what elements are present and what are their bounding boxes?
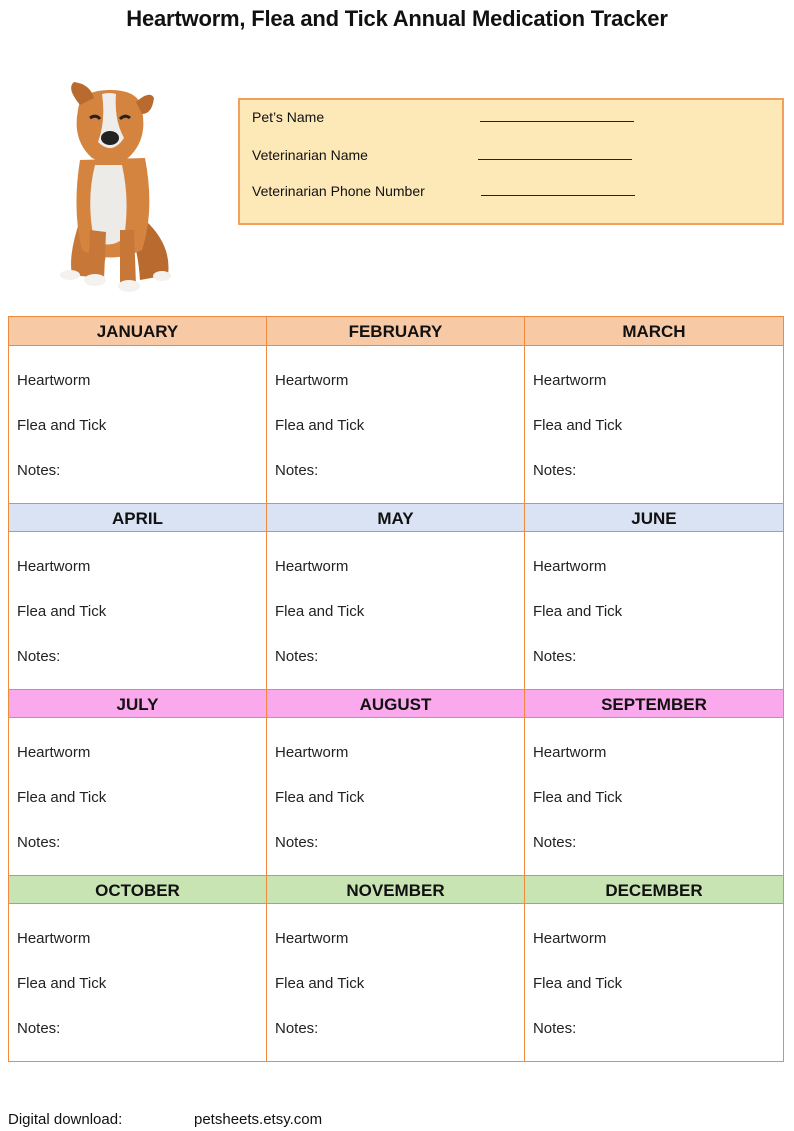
- month-body[interactable]: [267, 346, 524, 503]
- heartworm-label: Heartworm: [274, 930, 349, 947]
- heartworm-label: Heartworm: [17, 744, 91, 761]
- dog-front-leg-right: [120, 230, 136, 285]
- notes-label: Notes:: [532, 834, 577, 851]
- flea-tick-label: Flea and Tick: [17, 417, 107, 434]
- notes-label: Notes:: [17, 462, 61, 479]
- month-cell-august: [267, 689, 525, 875]
- month-header: FEBRUARY: [267, 317, 524, 346]
- month-header: SEPTEMBER: [525, 689, 783, 718]
- flea-tick-label: Flea and Tick: [274, 975, 365, 992]
- flea-tick-label: Flea and Tick: [274, 789, 365, 806]
- pet-name-row: [252, 109, 324, 125]
- notes-label: Notes:: [274, 1020, 319, 1037]
- dog-paw-right: [118, 280, 140, 292]
- flea-tick-label: Flea and Tick: [532, 789, 623, 806]
- notes-label: Notes:: [17, 1020, 61, 1037]
- month-body[interactable]: [267, 532, 524, 689]
- month-header: JUNE: [525, 503, 783, 532]
- heartworm-label: Heartworm: [532, 744, 607, 761]
- month-cell-february: [267, 317, 525, 503]
- flea-tick-label: Flea and Tick: [17, 789, 107, 806]
- month-cell-april: [9, 503, 267, 689]
- month-grid: [8, 316, 784, 1062]
- flea-tick-label: Flea and Tick: [274, 417, 365, 434]
- month-body[interactable]: [9, 904, 266, 1061]
- month-body[interactable]: [9, 346, 266, 503]
- heartworm-label: Heartworm: [532, 558, 607, 575]
- pet-info-box: [238, 98, 784, 225]
- dog-illustration: [50, 80, 180, 295]
- notes-label: Notes:: [532, 1020, 577, 1037]
- dog-paw-left: [84, 274, 106, 286]
- month-cell-may: [267, 503, 525, 689]
- dog-front-leg-left: [88, 230, 106, 280]
- notes-label: Notes:: [274, 648, 319, 665]
- heartworm-label: Heartworm: [17, 558, 91, 575]
- month-cell-june: [525, 503, 783, 689]
- quarter-row: [9, 317, 783, 503]
- quarter-row: [9, 875, 783, 1061]
- month-body[interactable]: [9, 718, 266, 875]
- month-cell-july: [9, 689, 267, 875]
- footer-site-link[interactable]: petsheets.etsy.com: [194, 1111, 323, 1128]
- flea-tick-label: Flea and Tick: [532, 603, 623, 620]
- month-cell-october: [9, 875, 267, 1061]
- dog-nose: [101, 131, 119, 145]
- month-body[interactable]: [525, 532, 783, 689]
- month-header: AUGUST: [267, 689, 524, 718]
- month-body[interactable]: [525, 904, 783, 1061]
- vet-phone-field[interactable]: [481, 195, 635, 196]
- month-cell-september: [525, 689, 783, 875]
- month-cell-november: [267, 875, 525, 1061]
- month-cell-december: [525, 875, 783, 1061]
- month-header: DECEMBER: [525, 875, 783, 904]
- vet-name-field[interactable]: [478, 159, 632, 160]
- heartworm-label: Heartworm: [274, 372, 349, 389]
- heartworm-label: Heartworm: [17, 930, 91, 947]
- vet-name-row: [252, 147, 368, 163]
- notes-label: Notes:: [274, 834, 319, 851]
- month-header: NOVEMBER: [267, 875, 524, 904]
- month-header: OCTOBER: [9, 875, 266, 904]
- dog-back-paw-right: [153, 271, 171, 281]
- pet-name-label: Pet’s Name: [252, 109, 325, 125]
- heartworm-label: Heartworm: [17, 372, 91, 389]
- flea-tick-label: Flea and Tick: [274, 603, 365, 620]
- pet-name-field[interactable]: [480, 121, 634, 122]
- heartworm-label: Heartworm: [274, 744, 349, 761]
- notes-label: Notes:: [532, 648, 577, 665]
- notes-label: Notes:: [17, 834, 61, 851]
- month-body[interactable]: [525, 346, 783, 503]
- flea-tick-label: Flea and Tick: [532, 417, 623, 434]
- month-body[interactable]: [525, 718, 783, 875]
- notes-label: Notes:: [532, 462, 577, 479]
- month-header: JANUARY: [9, 317, 266, 346]
- heartworm-label: Heartworm: [532, 930, 607, 947]
- vet-name-label: Veterinarian Name: [252, 147, 368, 163]
- flea-tick-label: Flea and Tick: [532, 975, 623, 992]
- month-header: MARCH: [525, 317, 783, 346]
- month-cell-january: [9, 317, 267, 503]
- notes-label: Notes:: [274, 462, 319, 479]
- flea-tick-label: Flea and Tick: [17, 603, 107, 620]
- footer-label: Digital download:: [8, 1111, 123, 1128]
- quarter-row: [9, 503, 783, 689]
- month-header: JULY: [9, 689, 266, 718]
- month-body[interactable]: [9, 532, 266, 689]
- month-header: MAY: [267, 503, 524, 532]
- flea-tick-label: Flea and Tick: [17, 975, 107, 992]
- month-cell-march: [525, 317, 783, 503]
- quarter-row: [9, 689, 783, 875]
- month-header: APRIL: [9, 503, 266, 532]
- heartworm-label: Heartworm: [274, 558, 349, 575]
- month-body[interactable]: [267, 904, 524, 1061]
- vet-phone-row: [252, 183, 425, 199]
- page-title: Heartworm, Flea and Tick Annual Medication Tracker: [126, 6, 668, 31]
- vet-phone-label: Veterinarian Phone Number: [252, 183, 425, 199]
- notes-label: Notes:: [17, 648, 61, 665]
- month-body[interactable]: [267, 718, 524, 875]
- heartworm-label: Heartworm: [532, 372, 607, 389]
- dog-back-paw-left: [60, 270, 80, 280]
